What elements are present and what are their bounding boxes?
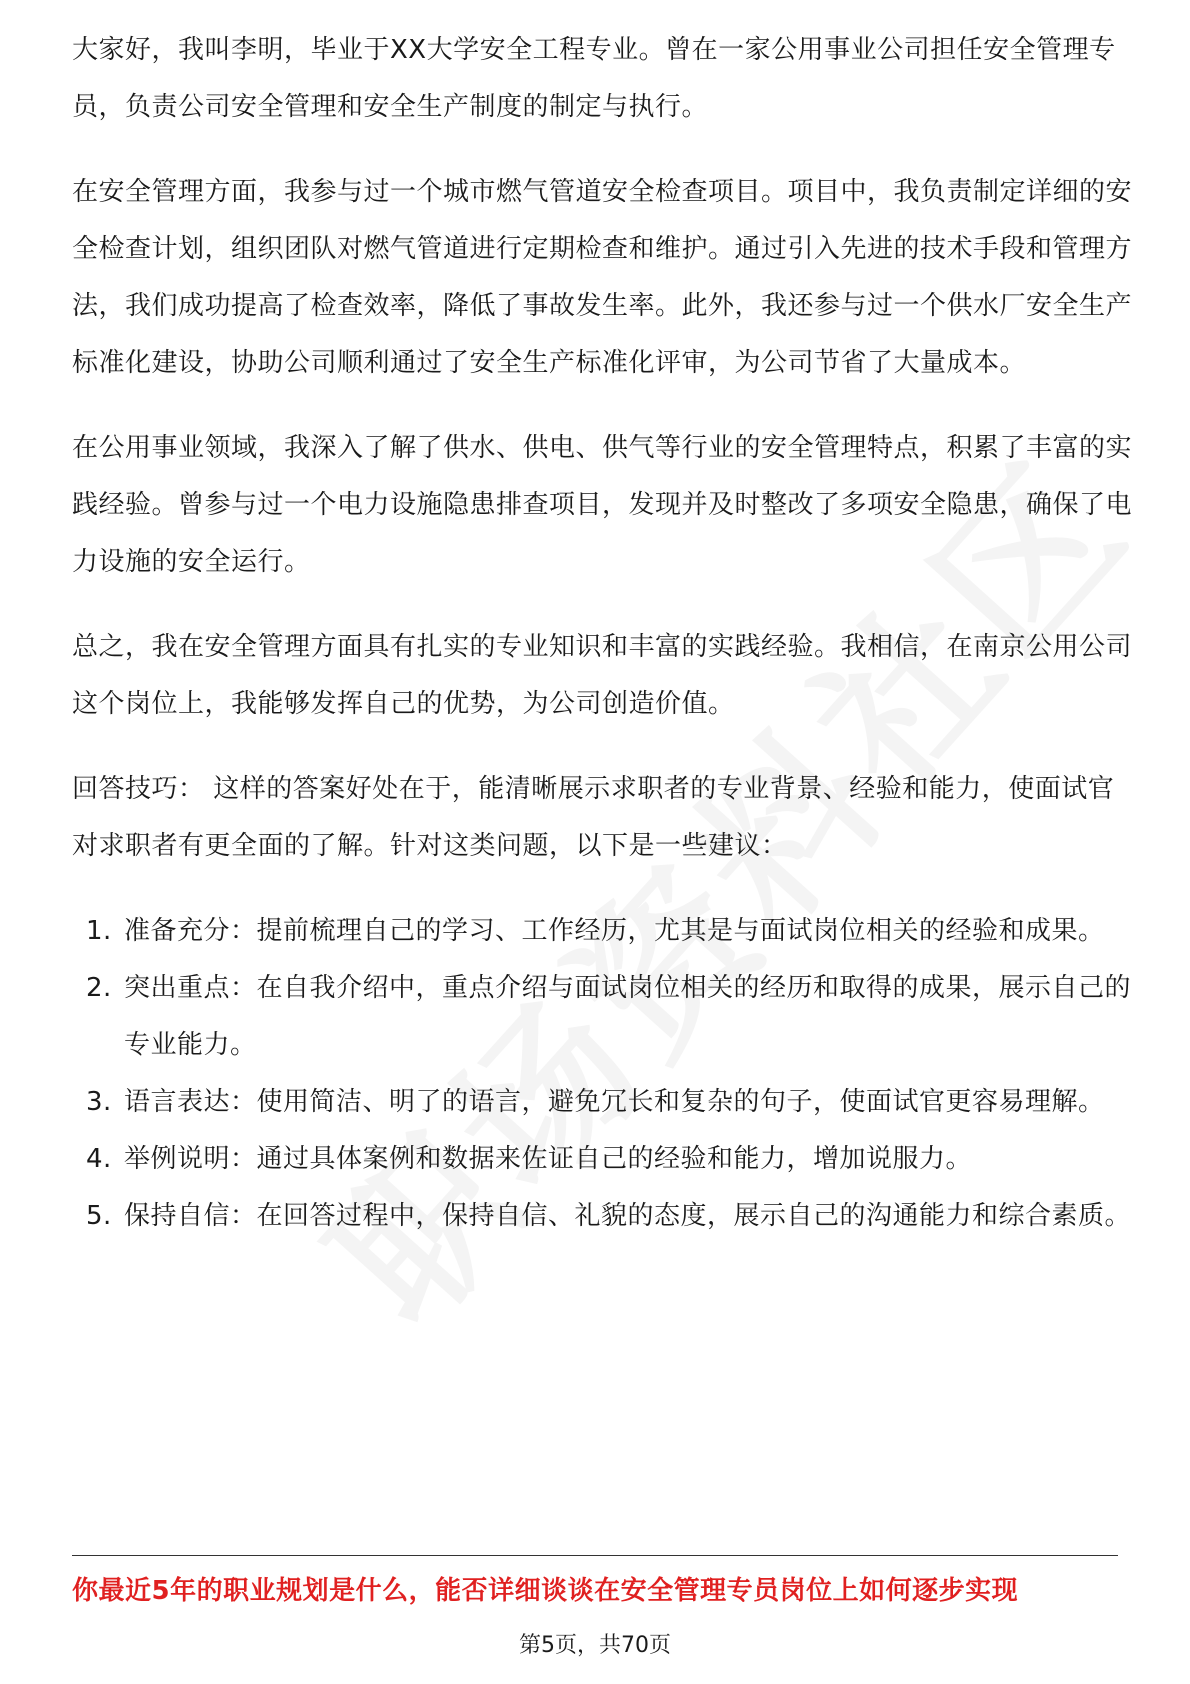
paragraph-safety-management: 在安全管理方面，我参与过一个城市燃气管道安全检查项目。项目中，我负责制定详细的安全检查计划，组织团队对燃气管道进行定期检查和维护。通过引入先进的技术手段和管理方法，我们成功提高了检查效率，降低了事故发生率。此外，我还参与过一个供水厂安全生产标准化建设，协助公司顺利通过了安全生产标准化评审，为公司节省了大量成本。 [72,177,1133,378]
list-item [72,1074,1132,1131]
list-item-number: 1. [86,916,112,946]
section-divider [72,1555,1118,1556]
next-question-heading: 你最近5年的职业规划是什么，能否详细谈谈在安全管理专员岗位上如何逐步实现 [72,1576,1019,1606]
paragraph-intro: 大家好，我叫李明，毕业于XX大学安全工程专业。曾在一家公用事业公司担任安全管理专员，负责公司安全管理和安全生产制度的制定与执行。 [72,35,1116,122]
list-item-text: 准备充分：提前梳理自己的学习、工作经历，尤其是与面试岗位相关的经验和成果。 [124,916,1105,946]
list-item [72,903,1132,960]
list-item-text: 举例说明：通过具体案例和数据来佐证自己的经验和能力，增加说服力。 [124,1144,973,1174]
list-item-text: 突出重点：在自我介绍中，重点介绍与面试岗位相关的经历和取得的成果，展示自己的专业能力。 [124,973,1132,1060]
list-item-text: 语言表达：使用简洁、明了的语言，避免冗长和复杂的句子，使面试官更容易理解。 [124,1087,1105,1117]
list-item-number: 2. [86,973,112,1003]
page-number: 第5页，共70页 [519,1633,671,1658]
tips-list [72,903,1132,1245]
document-body [72,22,1132,1245]
list-item-text: 保持自信：在回答过程中，保持自信、礼貌的态度，展示自己的沟通能力和综合素质。 [124,1201,1132,1231]
list-item-number: 5. [86,1201,112,1231]
paragraph-public-utilities: 在公用事业领域，我深入了解了供水、供电、供气等行业的安全管理特点，积累了丰富的实践经验。曾参与过一个电力设施隐患排查项目，发现并及时整改了多项安全隐患，确保了电力设施的安全运行。 [72,433,1133,577]
paragraph-answer-tips: 回答技巧： 这样的答案好处在于，能清晰展示求职者的专业背景、经验和能力，使面试官对求职者有更全面的了解。针对这类问题，以下是一些建议： [72,774,1115,861]
list-item [72,960,1132,1074]
list-item [72,1131,1132,1188]
list-item [72,1188,1132,1245]
list-item-number: 4. [86,1144,112,1174]
list-item-number: 3. [86,1087,112,1117]
paragraph-summary: 总之，我在安全管理方面具有扎实的专业知识和丰富的实践经验。我相信，在南京公用公司这个岗位上，我能够发挥自己的优势，为公司创造价值。 [72,632,1133,719]
